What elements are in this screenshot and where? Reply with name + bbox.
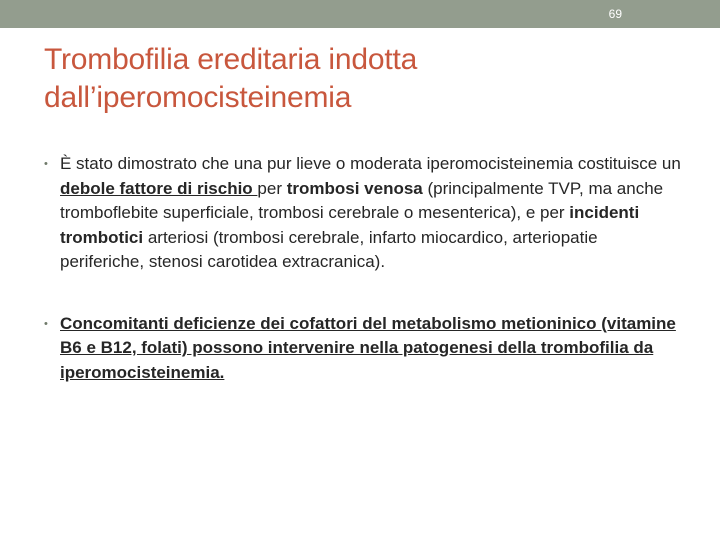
bullet-marker: • <box>44 317 48 330</box>
bullet-item-2 <box>44 312 684 386</box>
bullet-list <box>44 152 684 385</box>
bullet-1-emphasis-thrombotic-events: incidenti trombotici <box>60 203 640 247</box>
slide-number: 69 <box>608 7 622 21</box>
slide-title: Trombofilia ereditaria indotta dall’iperomocisteinemia <box>44 43 418 114</box>
header-bar <box>0 0 720 28</box>
bullet-1-part-1: È stato dimostrato che una pur lieve o moderata iperomocisteinemia costituisce un <box>60 154 681 173</box>
bullet-2-text: Concomitanti deficienze dei cofattori del metabolismo metioninico (vitamine B6 e B12, folati) possono intervenire nella patogenesi della trombofilia da iperomocisteinemia. <box>60 313 676 382</box>
bullet-1-part-5: (principalmente TVP, ma anche tromboflebite superficiale, trombosi cerebrale o mesenterica), e per <box>60 178 664 222</box>
bullet-1-part-3: per <box>257 178 287 198</box>
bullet-1-emphasis-risk-factor: debole fattore di rischio <box>60 178 258 198</box>
bullet-1-text <box>60 154 681 271</box>
bullet-marker: • <box>44 158 48 170</box>
bullet-item-1 <box>44 152 684 275</box>
bullet-1-part-7: arteriosi (trombosi cerebrale, infarto miocardico, arteriopatie periferiche, stenosi carotidea extracranica). <box>60 227 598 271</box>
bullet-1-emphasis-venous-thrombosis: trombosi venosa <box>286 178 423 198</box>
